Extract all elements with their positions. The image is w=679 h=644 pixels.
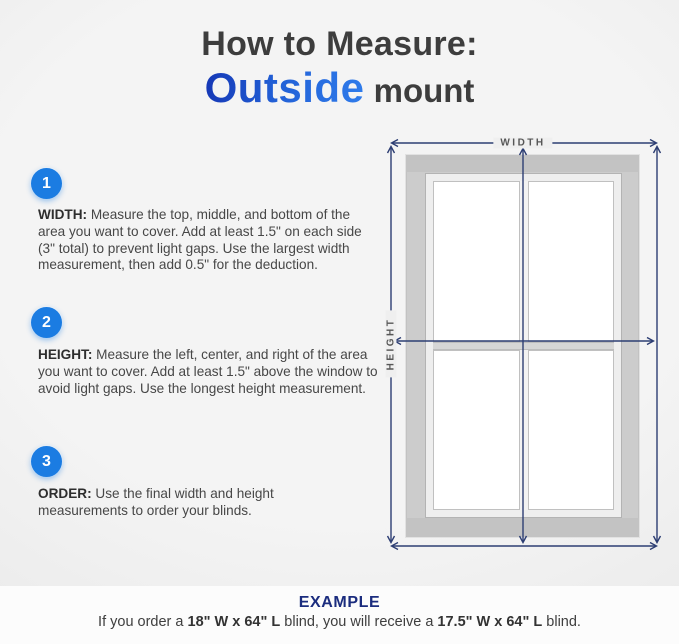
step-1-text bbox=[38, 207, 376, 274]
step-1-badge bbox=[31, 168, 62, 199]
example-suffix: blind. bbox=[542, 614, 581, 630]
title-line-1: How to Measure: bbox=[201, 25, 478, 63]
step-1-number: 1 bbox=[42, 174, 51, 192]
step-3-badge bbox=[31, 446, 62, 477]
step-3-number: 3 bbox=[42, 452, 51, 470]
step-3-text bbox=[38, 486, 358, 520]
page-title bbox=[0, 27, 679, 110]
example-prefix: If you order a bbox=[98, 614, 188, 630]
step-2-body: Measure the left, center, and right of the area you want to cover. Add at least 1.5" above the window to avoid light gaps. Use the longest height measurement. bbox=[38, 347, 378, 396]
title-mount-text: mount bbox=[364, 71, 475, 109]
example-sentence bbox=[0, 614, 679, 630]
example-middle: blind, you will receive a bbox=[280, 614, 438, 630]
step-1-body: Measure the top, middle, and bottom of the area you want to cover. Add at least 1.5" on each side (3" total) to prevent light gaps. Use the largest width measurement, then add 0.5" for the deduction. bbox=[38, 207, 362, 273]
measurement-arrows bbox=[380, 130, 672, 570]
step-2-badge bbox=[31, 307, 62, 338]
step-3-label: ORDER: bbox=[38, 486, 92, 501]
step-2-label: HEIGHT: bbox=[38, 347, 93, 362]
step-3-body: Use the final width and height measurements to order your blinds. bbox=[38, 486, 274, 518]
example-order-size: 18" W x 64" L bbox=[187, 614, 281, 630]
step-1-label: WIDTH: bbox=[38, 207, 88, 222]
title-line-2 bbox=[0, 63, 679, 111]
width-dimension-label: WIDTH bbox=[493, 138, 552, 149]
window-measurement-diagram bbox=[380, 130, 672, 570]
step-2-number: 2 bbox=[42, 313, 51, 331]
height-dimension-label: HEIGHT bbox=[386, 311, 397, 378]
step-2-text bbox=[38, 347, 388, 397]
example-receive-size: 17.5" W x 64" L bbox=[437, 614, 543, 630]
example-heading: EXAMPLE bbox=[298, 594, 381, 611]
example-section bbox=[0, 586, 679, 644]
title-highlight-outside: Outside bbox=[204, 63, 365, 111]
